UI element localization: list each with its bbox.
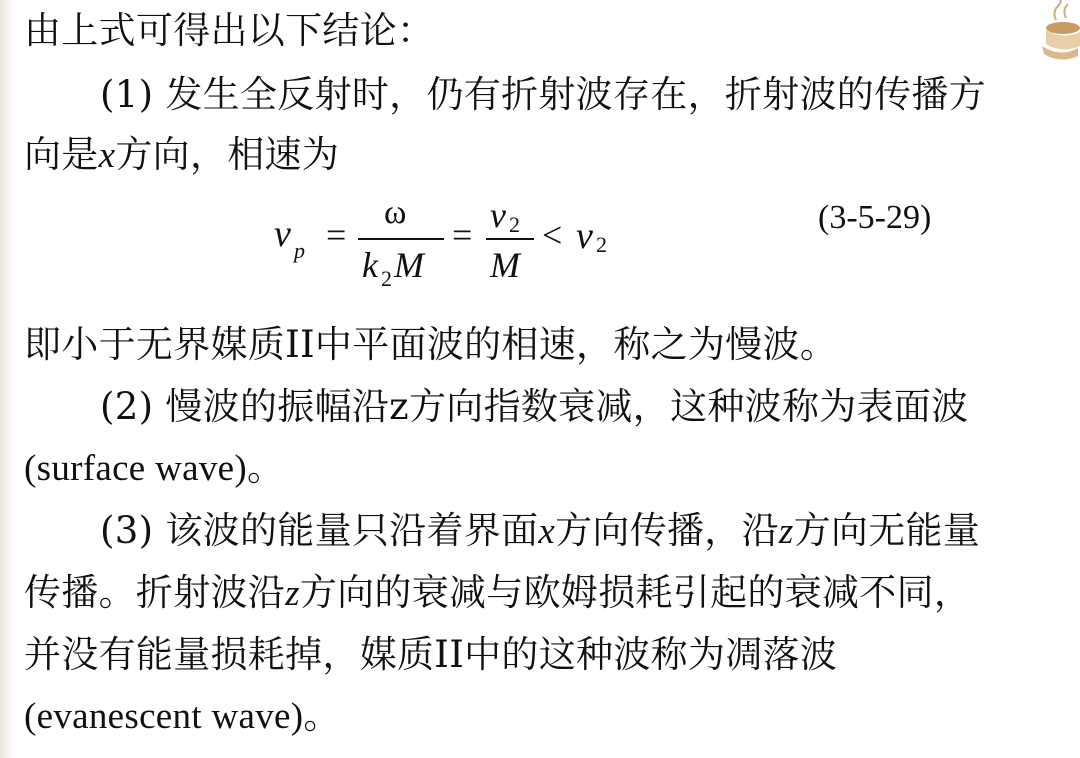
equation-number: (3-5-29) [818,199,932,236]
omega-numerator: ω [384,194,407,231]
point-2-line-1: (2) 慢波的振幅沿z方向指数衰减，这种波称为表面波 [100,385,969,428]
k-subscript: 2 [381,266,392,291]
fraction-bar-2 [486,238,534,240]
M-symbol-2: M [490,245,520,285]
v2-numerator-subscript: 2 [509,212,520,237]
v2-rhs-symbol: v [576,215,593,257]
point-3-line-2: 传播。折射波沿z方向的衰减与欧姆损耗引起的衰减不同， [24,571,972,614]
point-1-line-1: (1) 发生全反射时，仍有折射波存在，折射波的传播方 [100,73,986,116]
M-symbol-1: M [394,245,424,285]
less-than-sign: < [542,215,563,255]
v2-numerator-symbol: v [490,195,506,235]
page-edge-shadow [0,0,14,758]
point-3-line-1: (3) 该波的能量只沿着界面x方向传播，沿z方向无能量 [100,509,981,552]
phase-velocity-formula [270,194,630,294]
v2-rhs-subscript: 2 [596,232,607,257]
vp-symbol: v [274,213,291,255]
point-3-line-4: (evanescent wave)。 [24,696,341,737]
point-3-line-3: 并没有能量损耗掉，媒质II中的这种波称为凋落波 [24,633,838,676]
conclusion-intro: 由上式可得出以下结论： [24,9,435,52]
point-1-line-2: 向是x方向，相速为 [24,133,340,176]
k-symbol: k [362,245,378,285]
fraction-bar-1 [358,238,444,240]
slow-wave-statement: 即小于无界媒质II中平面波的相速，称之为慢波。 [24,323,838,366]
point-2-line-2: (surface wave)。 [24,448,285,489]
equals-sign-2: = [452,215,473,255]
equals-sign-1: = [326,215,347,255]
coffee-cup-icon [1022,0,1080,62]
vp-subscript: p [294,238,305,263]
